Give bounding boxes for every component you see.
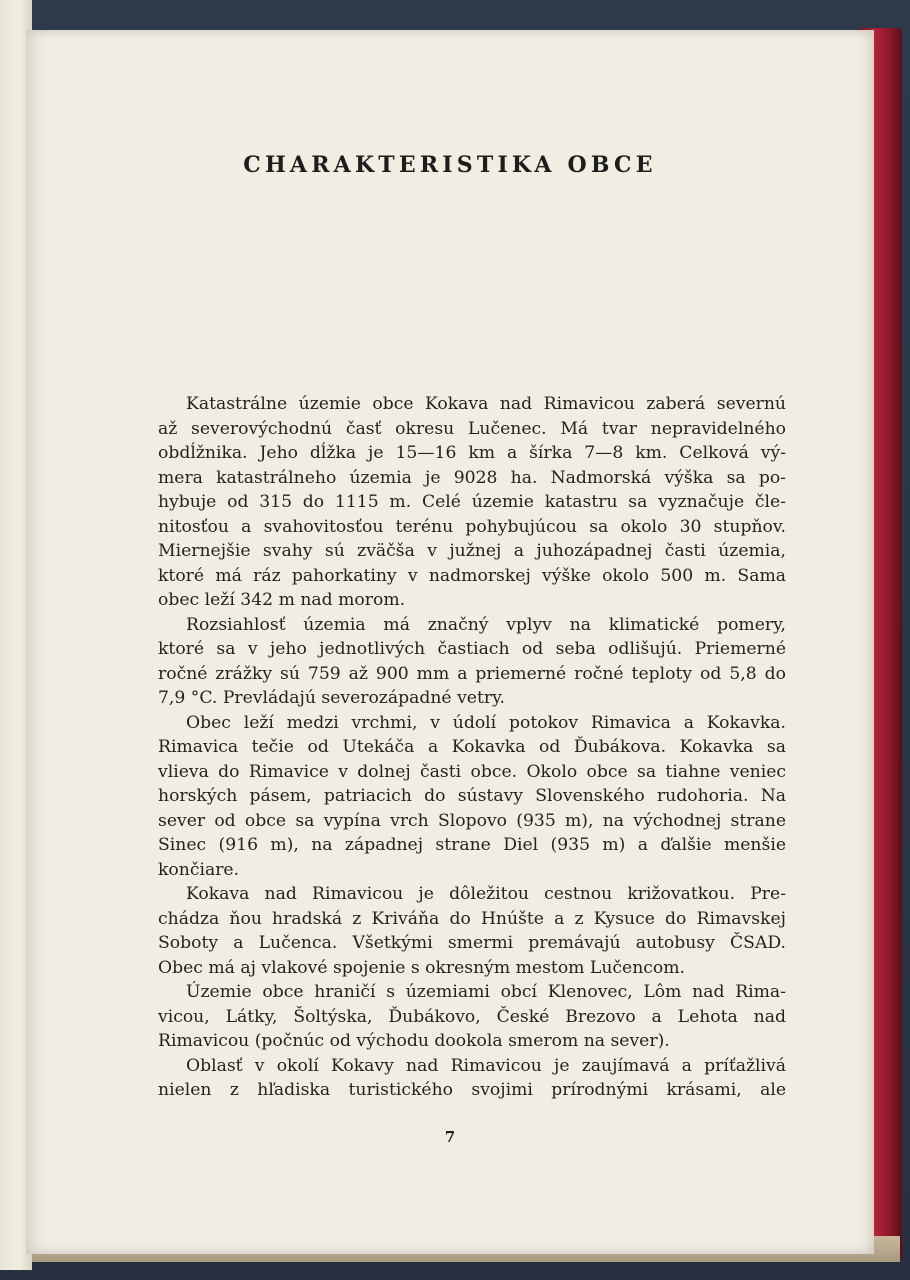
paragraph	[158, 613, 786, 711]
text-line: ktoré sa v jeho jednotlivých častiach od seba odlišujú. Priemerné	[158, 639, 786, 659]
text-line: ktoré má ráz pahorkatiny v nadmorskej výške okolo 500 m. Sama	[158, 565, 786, 586]
text-line: chádza ňou hradská z Kriváňa do Hnúšte a z Kysuce do Rimavskej	[158, 908, 786, 929]
text-line: ročné zrážky sú 759 až 900 mm a priemerné ročné teploty od 5,8 do	[158, 663, 786, 684]
text-line: nielen z hľadiska turistického svojimi prírodnými krásami, ale	[158, 1080, 786, 1100]
paragraph	[158, 1054, 786, 1103]
text-line: Sinec (916 m), na západnej strane Diel (935 m) a ďalšie menšie	[158, 835, 786, 855]
text-line: sever od obce sa vypína vrch Slopovo (935 m), na východnej strane	[158, 810, 786, 831]
body-text	[158, 392, 786, 1103]
text-line: mera katastrálneho územia je 9028 ha. Nadmorská výška sa po-	[158, 467, 786, 488]
text-line: až severovýchodnú časť okresu Lučenec. Má tvar nepravidelného	[158, 418, 786, 439]
text-line: Rozsiahlosť územia má značný vplyv na klimatické pomery,	[186, 614, 786, 635]
paragraph	[158, 711, 786, 883]
book-page	[26, 30, 874, 1254]
text-line: Obec má aj vlakové spojenie s okresným mestom Lučencom.	[158, 957, 686, 978]
paragraph	[158, 980, 786, 1054]
paragraph	[158, 392, 786, 613]
text-line: obec leží 342 m nad morom.	[158, 590, 406, 610]
text-line: vicou, Látky, Šoltýska, Ďubákovo, České Brezovo a Lehota nad	[158, 1006, 786, 1027]
text-line: Kokava nad Rimavicou je dôležitou cestnou križovatkou. Pre-	[186, 884, 786, 904]
text-line: nitosťou a svahovitosťou terénu pohybujúcou sa okolo 30 stupňov.	[158, 516, 786, 537]
text-line: obdĺžnika. Jeho dĺžka je 15—16 km a šírka 7—8 km. Celková vý-	[158, 443, 786, 463]
text-line: Rimavicou (počnúc od východu dookola smerom na sever).	[158, 1031, 670, 1051]
text-line: Oblasť v okolí Kokavy nad Rimavicou je zaujímavá a príťažlivá	[186, 1055, 786, 1076]
text-line: Katastrálne územie obce Kokava nad Rimavicou zaberá severnú	[186, 394, 786, 414]
paragraph	[158, 882, 786, 980]
text-line: Soboty a Lučenca. Všetkými smermi premávajú autobusy ČSAD.	[158, 933, 786, 953]
text-line: Miernejšie svahy sú zväčša v južnej a juhozápadnej časti územia,	[158, 541, 786, 561]
page-number: 7	[444, 1128, 456, 1146]
text-line: vlieva do Rimavice v dolnej časti obce. Okolo obce sa tiahne veniec	[158, 761, 786, 782]
text-line: horských pásem, patriacich do sústavy Slovenského rudohoria. Na	[158, 786, 786, 806]
page-title: CHARAKTERISTIKA OBCE	[243, 152, 657, 178]
text-line: Územie obce hraničí s územiami obcí Klenovec, Lôm nad Rima-	[186, 982, 786, 1002]
text-line: Obec leží medzi vrchmi, v údolí potokov Rimavica a Kokavka.	[186, 712, 786, 733]
text-line: Rimavica tečie od Utekáča a Kokavka od Ďubákova. Kokavka sa	[158, 737, 786, 757]
text-line: hybuje od 315 do 1115 m. Celé územie katastru sa vyznačuje čle-	[158, 492, 786, 512]
text-line: 7,9 °C. Prevládajú severozápadné vetry.	[158, 688, 505, 708]
text-line: končiare.	[158, 859, 240, 880]
